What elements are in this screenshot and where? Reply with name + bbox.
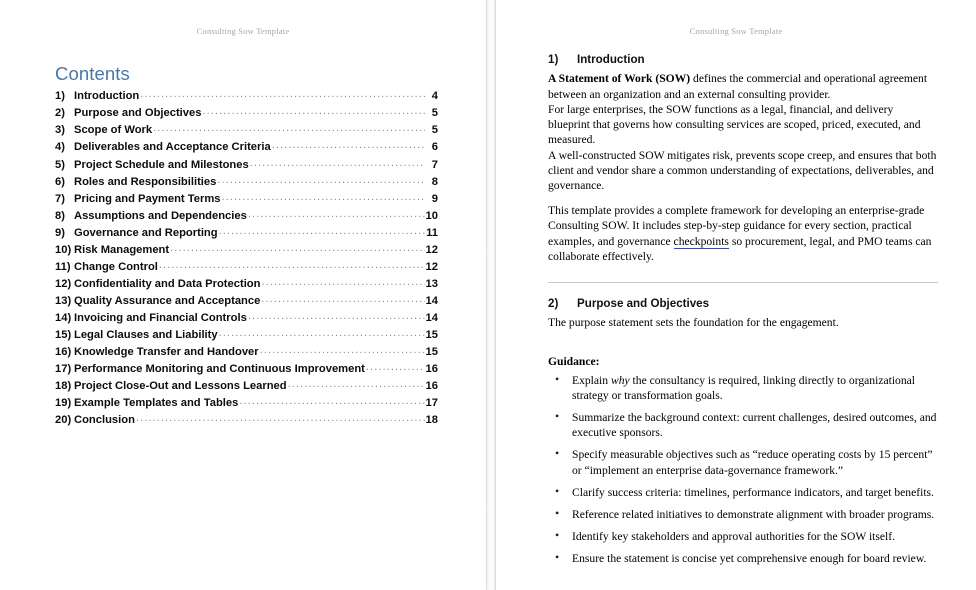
bullet-text: Identify key stakeholders and approval authorities for the SOW itself. (572, 530, 896, 544)
intro-paragraph-4 (548, 203, 938, 264)
toc-entry-label: Roles and Responsibilities (74, 175, 217, 188)
page-right (496, 0, 976, 590)
toc-leader-dots (260, 342, 425, 359)
toc-entry-number: 18) (55, 380, 72, 393)
bullet-text: Clarify success criteria: timelines, performance indicators, and target benefits. (572, 485, 934, 499)
toc-entry-page-number: 10 (425, 209, 438, 222)
toc-entry-number: 6) (55, 175, 65, 188)
toc-entry-number: 3) (55, 124, 65, 137)
toc-leader-dots (261, 291, 424, 308)
toc-entry-label: Assumptions and Dependencies (74, 209, 247, 222)
toc-entry-page-number: 9 (431, 192, 438, 205)
toc-entry-page-number: 15 (425, 346, 438, 359)
toc-entry-number: 20) (55, 414, 72, 427)
guidance-bullet-item (548, 551, 938, 566)
template-desc-before: This template provides a complete framework for developing an enterprise-grade Consulting SOW. It includes step-by-step guidance for every section, practical examples, and governance (548, 204, 925, 248)
section-heading-purpose-and-objectives (548, 297, 938, 311)
toc-leader-dots (366, 359, 425, 376)
template-desc-after: so procurement, legal, and PMO teams can collaborate effectively. (548, 234, 932, 263)
toc-entry-label: Confidentiality and Data Protection (74, 277, 261, 290)
toc-leader-dots (261, 274, 424, 291)
toc-entry-label: Deliverables and Acceptance Criteria (74, 141, 271, 154)
intro-paragraph-3: A well-constructed SOW mitigates risk, prevents scope creep, and ensures that both client and vendor share a common understanding of expectations, deliverables, and governance. (548, 148, 937, 192)
bullet-text: Reference related initiatives to demonstrate alignment with broader programs. (572, 508, 935, 522)
sow-definition-rest: defines the commercial and operational agreement between an organization and an external consulting provider. (548, 72, 928, 101)
toc-leader-dots (239, 393, 424, 410)
toc-entry-label: Legal Clauses and Liability (74, 329, 218, 341)
intro-paragraph-2: For large enterprises, the SOW functions as a legal, financial, and delivery blueprint that governs how consulting services are scoped, priced, executed, and measured. (548, 102, 921, 147)
page-gutter (487, 0, 496, 590)
toc-entry-number: 10) (55, 243, 72, 256)
toc-entry-number: 8) (55, 209, 65, 222)
toc-entry-page-number: 13 (425, 277, 438, 290)
intro-paragraph-1 (548, 71, 938, 101)
guidance-bullet-list (548, 373, 938, 567)
section-divider (548, 282, 938, 283)
running-header-left: Consulting Sow Template (196, 26, 290, 36)
toc-entry-page-number: 5 (431, 124, 438, 137)
toc-leader-dots (219, 325, 425, 342)
toc-entry-label: Risk Management (74, 243, 170, 256)
toc-entry-number: 12) (55, 277, 72, 290)
toc-leader-dots (159, 257, 425, 274)
sow-definition-lead: A Statement of Work (SOW) (548, 72, 691, 86)
toc-entry-label: Purpose and Objectives (74, 107, 202, 120)
page-left (0, 0, 487, 590)
section-title: Purpose and Objectives (577, 296, 710, 310)
toc-entry-page-number: 8 (431, 175, 438, 188)
guidance-bullet-item (548, 529, 938, 544)
toc-leader-dots (219, 223, 425, 240)
toc-entry-number: 7) (55, 192, 65, 205)
toc-leader-dots (140, 86, 425, 103)
toc-entry-page-number: 18 (425, 414, 438, 427)
spellcheck-flagged-word[interactable]: checkpoints (673, 234, 729, 248)
toc-entry-number: 19) (55, 397, 72, 410)
guidance-bullet-item (548, 485, 938, 500)
toc-entry-page-number: 17 (425, 397, 438, 410)
toc-entry-number: 13) (55, 294, 72, 307)
bullet-text: Specify measurable objectives such as “reduce operating costs by 15 percent” or “implement an enterprise data-governance framework.” (572, 448, 933, 477)
bullet-text: Summarize the background context: current challenges, desired outcomes, and executive sponsors. (572, 411, 937, 440)
toc-entry-label: Example Templates and Tables (74, 397, 239, 410)
table-of-contents (0, 64, 486, 429)
toc-entry-number: 14) (55, 311, 72, 324)
bullet-text: Ensure the statement is concise yet comprehensive enough for board review. (572, 552, 927, 566)
toc-leader-dots (272, 137, 425, 154)
document-body (496, 53, 976, 567)
toc-leader-dots (288, 376, 425, 393)
toc-list (55, 88, 438, 429)
toc-leader-dots (136, 410, 425, 427)
section-title: Introduction (577, 53, 645, 66)
guidance-label: Guidance: (548, 354, 600, 368)
toc-leader-dots (217, 172, 425, 189)
toc-entry-page-number: 16 (425, 380, 438, 393)
purpose-intro-paragraph: The purpose statement sets the foundation for the engagement. (548, 316, 839, 330)
toc-entry-number: 11) (55, 260, 71, 273)
toc-leader-dots (248, 308, 425, 325)
toc-leader-dots (222, 189, 425, 206)
toc-entry-label: Knowledge Transfer and Handover (74, 346, 259, 359)
toc-leader-dots (202, 103, 425, 120)
toc-leader-dots (248, 206, 425, 223)
toc-leader-dots (153, 120, 425, 137)
toc-entry-page-number: 16 (425, 363, 438, 376)
toc-entry-label: Scope of Work (74, 124, 153, 137)
toc-entry-page-number: 12 (425, 243, 438, 256)
guidance-bullet-item (548, 373, 938, 403)
toc-entry-number: 5) (55, 158, 65, 171)
bullet-text: Explain (572, 373, 611, 387)
toc-entry-number: 4) (55, 141, 65, 154)
toc-entry-label: Quality Assurance and Acceptance (74, 294, 261, 307)
toc-entry-page-number: 11 (426, 226, 438, 239)
bullet-emphasis: why (610, 373, 630, 387)
toc-entry-number: 1) (55, 90, 65, 103)
toc-entry-page-number: 14 (425, 311, 438, 324)
bullet-text-tail: the consultancy is required, linking directly to organizational strategy or transformation goals. (572, 373, 916, 402)
running-header-right: Consulting Sow Template (689, 26, 783, 36)
toc-entry-label: Governance and Reporting (74, 226, 218, 239)
toc-entry-number: 16) (55, 346, 72, 359)
toc-entry-number: 15) (55, 329, 72, 341)
toc-entry-label: Project Schedule and Milestones (74, 158, 249, 171)
toc-entry-page-number: 4 (431, 90, 438, 103)
toc-title: Contents (55, 63, 130, 84)
toc-entry-page-number: 14 (425, 294, 438, 307)
toc-entry-label: Invoicing and Financial Controls (74, 311, 247, 324)
toc-entry-label: Conclusion (74, 414, 135, 427)
section-number: 1) (548, 53, 559, 66)
toc-entry-number: 2) (55, 107, 65, 120)
section-number: 2) (548, 296, 559, 310)
guidance-bullet-item (548, 410, 938, 440)
toc-entry-label: Introduction (74, 90, 140, 103)
toc-entry[interactable] (55, 412, 438, 429)
toc-entry-label: Project Close-Out and Lessons Learned (74, 380, 287, 393)
toc-entry-page-number: 6 (431, 141, 438, 154)
guidance-bullet-item (548, 447, 938, 477)
toc-entry-label: Change Control (74, 260, 158, 273)
toc-entry-page-number: 15 (425, 329, 438, 341)
toc-entry-page-number: 7 (431, 158, 438, 171)
toc-entry-label: Pricing and Payment Terms (74, 192, 221, 205)
toc-leader-dots (170, 240, 424, 257)
toc-entry-page-number: 5 (431, 107, 438, 120)
guidance-bullet-item (548, 507, 938, 522)
toc-entry-number: 9) (55, 226, 65, 239)
toc-leader-dots (250, 155, 425, 172)
section-heading-introduction (548, 53, 938, 67)
toc-entry-number: 17) (55, 363, 72, 376)
toc-entry-label: Performance Monitoring and Continuous Improvement (74, 363, 365, 376)
toc-entry-page-number: 12 (425, 260, 438, 273)
